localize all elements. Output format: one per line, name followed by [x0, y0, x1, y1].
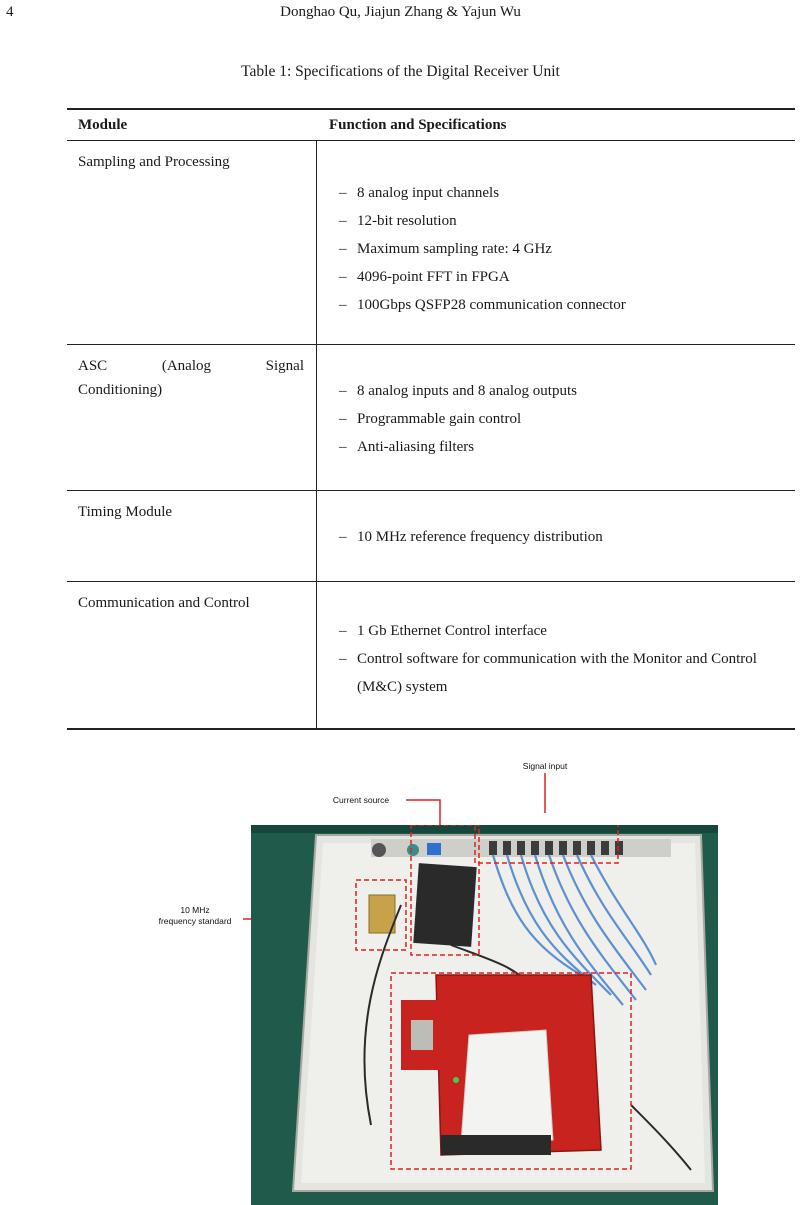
running-head: Donghao Qu, Jiajun Zhang & Yajun Wu: [280, 4, 521, 20]
list-item-text: Maximum sampling rate: 4 GHz: [357, 241, 552, 257]
spec-list: [339, 179, 789, 319]
label-line: frequency standard: [158, 916, 232, 926]
list-item: [339, 235, 789, 263]
column-header-module: Module: [78, 117, 128, 133]
label-current-source: Current source: [332, 795, 390, 805]
spec-list: [339, 617, 789, 701]
column-divider: [316, 345, 317, 490]
list-item-text: 12-bit resolution: [357, 213, 457, 229]
frequency-standard-module: [369, 895, 395, 933]
spec-list: [339, 523, 789, 551]
row-module-label: Communication and Control: [78, 595, 250, 611]
list-item: [339, 405, 789, 433]
table-row: [67, 345, 795, 490]
list-item: [339, 291, 789, 319]
list-item-text: Anti-aliasing filters: [357, 439, 475, 455]
bullet-dash: –: [339, 529, 347, 545]
current-source-module: [413, 863, 476, 947]
mat-shadow: [251, 825, 718, 833]
list-item: [339, 377, 789, 405]
list-item-text: 8 analog input channels: [357, 185, 500, 201]
list-item-text: 1 Gb Ethernet Control interface: [357, 623, 547, 639]
bullet-dash: –: [339, 297, 347, 313]
fpga-front-connectors: [441, 1135, 551, 1155]
list-item-text: 8 analog inputs and 8 analog outputs: [357, 383, 577, 399]
module-word: Signal: [265, 358, 304, 374]
receiver-unit-photo: [251, 825, 718, 1205]
table-row: [67, 491, 795, 581]
ethernet-jack: [411, 1020, 433, 1050]
table-bottom-rule: [67, 728, 795, 730]
list-item: [339, 179, 789, 207]
bullet-dash: –: [339, 185, 347, 201]
list-item-text: 100Gbps QSFP28 communication connector: [357, 297, 626, 313]
bullet-dash: –: [339, 411, 347, 427]
current-source-connector: [427, 843, 441, 855]
label-line: 10 MHz: [180, 905, 210, 915]
list-item-text: 10 MHz reference frequency distribution: [357, 529, 603, 545]
bullet-dash: –: [339, 623, 347, 639]
fpga-heat-cover: [461, 1030, 553, 1143]
list-item: [339, 617, 789, 645]
list-item: [339, 207, 789, 235]
list-item-text: 4096-point FFT in FPGA: [357, 269, 510, 285]
column-header-function: Function and Specifications: [329, 117, 507, 133]
spec-list: [339, 377, 789, 461]
list-item-text: Control software for communication with the Monitor and Control (M&C) system: [357, 651, 757, 695]
list-item: [339, 645, 789, 701]
bullet-dash: –: [339, 213, 347, 229]
bullet-dash: –: [339, 651, 347, 667]
table-caption: Table 1: Specifications of the Digital Receiver Unit: [241, 63, 560, 80]
column-divider: [316, 141, 317, 344]
module-word: ASC: [78, 358, 108, 374]
bullet-dash: –: [339, 383, 347, 399]
bullet-dash: –: [339, 269, 347, 285]
module-word: (Analog: [161, 358, 211, 374]
row-module-label: Sampling and Processing: [78, 154, 230, 170]
column-divider: [316, 582, 317, 728]
table-row: [67, 582, 795, 728]
label-signal-input: Signal input: [522, 761, 568, 771]
status-led: [453, 1077, 459, 1083]
list-item-text: Programmable gain control: [357, 411, 522, 427]
list-item: [339, 433, 789, 461]
bullet-dash: –: [339, 439, 347, 455]
power-connector: [372, 843, 386, 857]
row-module-label: [78, 354, 304, 402]
page-number: 4: [6, 4, 14, 20]
table-row: [67, 141, 795, 344]
list-item: [339, 523, 789, 551]
rear-connector: [407, 844, 419, 856]
row-module-label: Timing Module: [78, 504, 173, 520]
bullet-dash: –: [339, 241, 347, 257]
module-line: Conditioning): [78, 382, 163, 398]
column-divider: [316, 491, 317, 581]
list-item: [339, 263, 789, 291]
receiver-photo-figure: [0, 745, 801, 1204]
table-top-rule: [67, 108, 795, 110]
